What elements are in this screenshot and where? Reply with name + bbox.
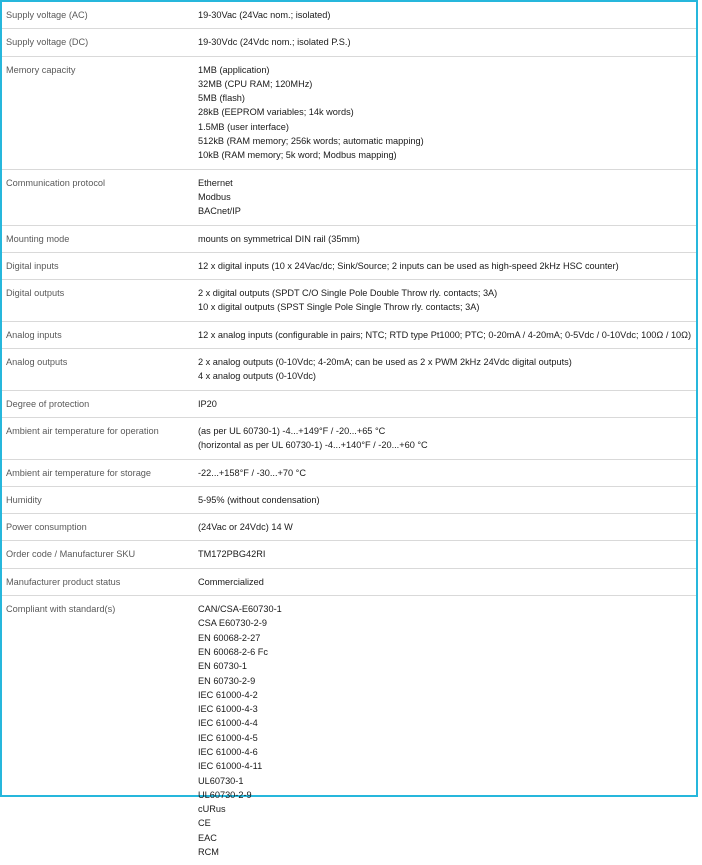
spec-value [198, 541, 696, 568]
spec-row [2, 56, 696, 169]
spec-value-line: 32MB (CPU RAM; 120MHz) [198, 78, 313, 89]
spec-value-line: (horizontal as per UL 60730-1) -4...+140°F / -20...+60 °C [198, 440, 428, 451]
spec-value [198, 459, 696, 486]
spec-table [2, 2, 696, 865]
spec-label: Digital inputs [2, 252, 198, 279]
spec-row [2, 596, 696, 865]
spec-value-line: IEC 61000-4-2 [198, 689, 258, 700]
spec-value [198, 252, 696, 279]
spec-value-line: 28kB (EEPROM variables; 14k words) [198, 107, 354, 118]
spec-value-line: (as per UL 60730-1) -4...+149°F / -20...+65 °C [198, 425, 386, 436]
spec-value-line: Modbus [198, 191, 231, 202]
spec-value-line: EN 60730-2-9 [198, 675, 256, 686]
spec-value [198, 596, 696, 865]
spec-label: Power consumption [2, 514, 198, 541]
spec-table-body [2, 2, 696, 865]
spec-value-line: IEC 61000-4-5 [198, 732, 258, 743]
spec-value [198, 417, 696, 459]
spec-value [198, 169, 696, 225]
spec-value-line: EN 60068-2-27 [198, 632, 261, 643]
spec-label: Analog inputs [2, 321, 198, 348]
spec-value-line: 5-95% (without condensation) [198, 494, 320, 505]
spec-label: Manufacturer product status [2, 568, 198, 595]
spec-row [2, 514, 696, 541]
spec-row [2, 349, 696, 391]
spec-value-line: 1MB (application) [198, 64, 270, 75]
spec-label: Degree of protection [2, 390, 198, 417]
spec-value-line: Commercialized [198, 576, 264, 587]
spec-value-line: 2 x digital outputs (SPDT C/O Single Pole Double Throw rly. contacts; 3A) [198, 288, 498, 299]
spec-row [2, 225, 696, 252]
spec-value-line: CAN/CSA-E60730-1 [198, 604, 282, 615]
spec-row [2, 29, 696, 56]
spec-value [198, 2, 696, 29]
spec-row [2, 417, 696, 459]
spec-value-line: IP20 [198, 398, 217, 409]
spec-value [198, 349, 696, 391]
spec-label: Digital outputs [2, 280, 198, 322]
spec-label: Analog outputs [2, 349, 198, 391]
spec-value-line: Ethernet [198, 177, 233, 188]
spec-value-line: cURus [198, 804, 226, 815]
spec-label: Supply voltage (DC) [2, 29, 198, 56]
spec-row [2, 541, 696, 568]
spec-value-line: BACnet/IP [198, 206, 241, 217]
spec-label: Memory capacity [2, 56, 198, 169]
spec-value-line: 12 x analog inputs (configurable in pairs; NTC; RTD type Pt1000; PTC; 0-20mA / 4-20mA; 0-5Vdc / 0-10Vdc; 100Ω / 10Ω) [198, 329, 692, 340]
spec-value-line: UL60730-1 [198, 775, 244, 786]
spec-label: Supply voltage (AC) [2, 2, 198, 29]
spec-row [2, 390, 696, 417]
spec-value-line: 10kB (RAM memory; 5k word; Modbus mapping) [198, 150, 397, 161]
spec-value-line: -22...+158°F / -30...+70 °C [198, 467, 306, 478]
spec-value-line: 19-30Vdc (24Vdc nom.; isolated P.S.) [198, 37, 351, 48]
spec-value-line: 4 x analog outputs (0-10Vdc) [198, 371, 316, 382]
spec-label: Mounting mode [2, 225, 198, 252]
spec-label: Humidity [2, 486, 198, 513]
spec-value-line: 12 x digital inputs (10 x 24Vac/dc; Sink/Source; 2 inputs can be used as high-speed 2kHz HSC counter) [198, 260, 619, 271]
spec-value-line: IEC 61000-4-3 [198, 704, 258, 715]
spec-value [198, 514, 696, 541]
spec-label: Compliant with standard(s) [6, 604, 116, 615]
spec-value [198, 390, 696, 417]
spec-label: Communication protocol [2, 169, 198, 225]
spec-row [2, 486, 696, 513]
spec-value-line: EN 60730-1 [198, 661, 248, 672]
spec-value [198, 29, 696, 56]
spec-row [2, 280, 696, 322]
spec-value [198, 225, 696, 252]
spec-value-line: UL60730-2-9 [198, 789, 252, 800]
spec-value-line: IEC 61000-4-4 [198, 718, 258, 729]
spec-value-line: 5MB (flash) [198, 93, 245, 104]
spec-value-line: 1.5MB (user interface) [198, 121, 289, 132]
spec-row [2, 459, 696, 486]
spec-row [2, 252, 696, 279]
spec-value-line: 512kB (RAM memory; 256k words; automatic mapping) [198, 136, 424, 147]
spec-value-line: CSA E60730-2-9 [198, 618, 267, 629]
spec-value-line: 10 x digital outputs (SPST Single Pole Single Throw rly. contacts; 3A) [198, 302, 480, 313]
spec-value-line: EN 60068-2-6 Fc [198, 646, 268, 657]
spec-value-line: RCM [198, 847, 219, 858]
spec-value-line: TM172PBG42RI [198, 549, 266, 560]
spec-value-line: 19-30Vac (24Vac nom.; isolated) [198, 10, 331, 20]
spec-value [198, 280, 696, 322]
spec-label: Order code / Manufacturer SKU [2, 541, 198, 568]
spec-value [198, 56, 696, 169]
spec-row [2, 2, 696, 29]
spec-row [2, 169, 696, 225]
spec-value-line: EAC [198, 832, 217, 843]
spec-value [198, 568, 696, 595]
spec-value [198, 321, 696, 348]
spec-value-line: IEC 61000-4-6 [198, 746, 258, 757]
spec-value-line: mounts on symmetrical DIN rail (35mm) [198, 233, 360, 244]
spec-value-line: IEC 61000-4-11 [198, 761, 263, 772]
spec-value-line: 2 x analog outputs (0-10Vdc; 4-20mA; can be used as 2 x PWM 2kHz 24Vdc digital outputs) [198, 357, 572, 368]
spec-value-line: (24Vac or 24Vdc) 14 W [198, 522, 293, 533]
spec-value [198, 486, 696, 513]
spec-row [2, 321, 696, 348]
spec-label: Ambient air temperature for operation [2, 417, 198, 459]
spec-row [2, 568, 696, 595]
spec-value-line: CE [198, 818, 211, 829]
spec-label: Ambient air temperature for storage [2, 459, 198, 486]
